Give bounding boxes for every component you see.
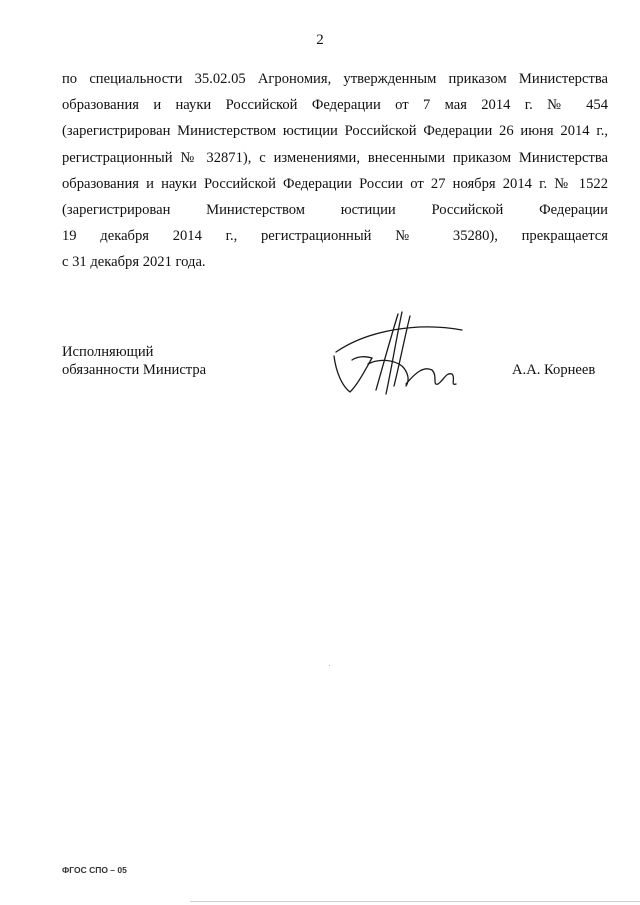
document-code: ФГОС СПО – 05 [62, 865, 127, 875]
body-line: (зарегистрирован Министерством юстиции Российской Федерации 26 июня 2014 г., [62, 123, 608, 140]
signature-stroke [334, 356, 372, 392]
body-line: с 31 декабря 2021 года. [62, 254, 206, 271]
signature-stroke [406, 369, 456, 385]
body-line: образования и науки Российской Федерации от 7 мая 2014 г. № 454 [62, 97, 608, 114]
signatory-title [62, 343, 206, 379]
signature-stroke [386, 312, 402, 394]
signatory-title-line: обязанности Министра [62, 362, 207, 378]
body-line: образования и науки Российской Федерации России от 27 ноября 2014 г. № 1522 [62, 175, 608, 192]
scan-speck [329, 665, 330, 666]
body-line: регистрационный № 32871), с изменениями, внесенными приказом Министерства [62, 149, 608, 166]
page-number: 2 [316, 32, 324, 48]
body-line: (зарегистрирован Министерством юстиции Российской Федерации [62, 202, 608, 219]
signatory-name: А.А. Корнеев [512, 362, 596, 378]
signature-stroke [336, 327, 462, 352]
signatory-title-line: Исполняющий [62, 344, 154, 360]
body-line: 19 декабря 2014 г., регистрационный № 35280), прекращается [62, 228, 608, 245]
scan-edge-line [190, 901, 640, 902]
body-line: по специальности 35.02.05 Агрономия, утвержденным приказом Министерства [62, 71, 608, 87]
body-paragraph [62, 66, 608, 276]
signature-stroke [352, 357, 372, 360]
handwritten-signature [328, 300, 468, 400]
